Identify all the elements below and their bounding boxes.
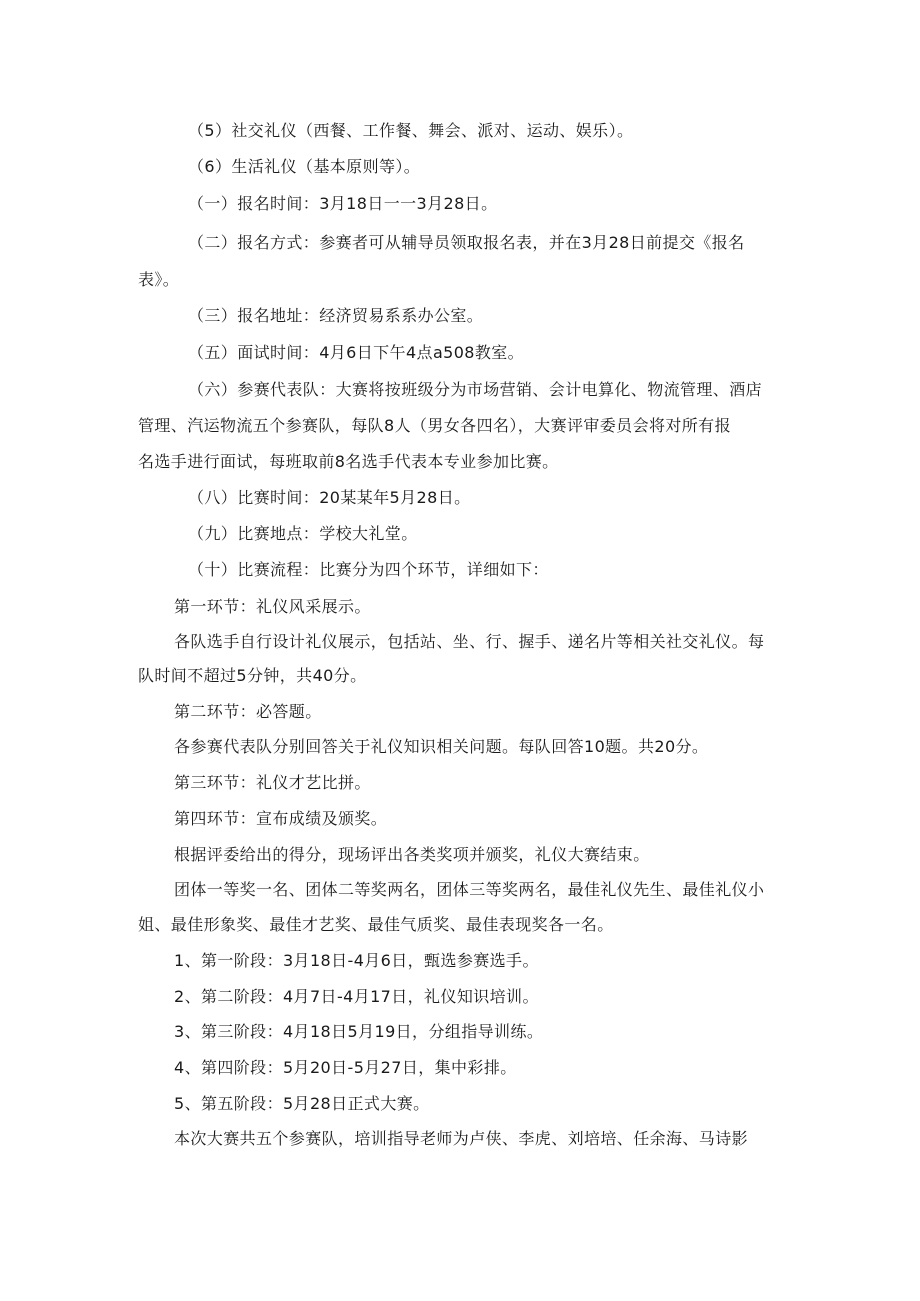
- text-line: 队时间不超过5分钟，共40分。: [138, 666, 367, 685]
- text-line: （五）面试时间：4月6日下午4点a508教室。: [188, 343, 525, 362]
- text-line: 2、第二阶段：4月7日-4月17日，礼仪知识培训。: [174, 987, 539, 1006]
- text-line: （九）比赛地点：学校大礼堂。: [188, 524, 418, 543]
- text-line: （二）报名方式：参赛者可从辅导员领取报名表，并在3月28日前提交《报名: [188, 233, 745, 252]
- text-line: 第一环节：礼仪风采展示。: [174, 597, 371, 616]
- text-line: （一）报名时间：3月18日一一3月28日。: [188, 194, 498, 213]
- text-line: 第四环节：宣布成绩及颁奖。: [174, 809, 388, 828]
- text-line: 第三环节：礼仪才艺比拼。: [174, 773, 371, 792]
- text-line: 管理、汽运物流五个参赛队，每队8人（男女各四名），大赛评审委员会将对所有报: [138, 416, 731, 435]
- text-line: （十）比赛流程：比赛分为四个环节，详细如下：: [188, 560, 549, 579]
- text-line: 根据评委给出的得分，现场评出各类奖项并颁奖，礼仪大赛结束。: [174, 845, 650, 864]
- text-line: 姐、最佳形象奖、最佳才艺奖、最佳气质奖、最佳表现奖各一名。: [138, 915, 614, 934]
- text-line: （5）社交礼仪（西餐、工作餐、舞会、派对、运动、娱乐）。: [188, 121, 634, 140]
- text-line: 第二环节：必答题。: [174, 702, 322, 721]
- text-line: 3、第三阶段：4月18日5月19日，分组指导训练。: [174, 1022, 544, 1041]
- text-line: 表》。: [138, 270, 180, 289]
- text-line: 4、第四阶段：5月20日-5月27日，集中彩排。: [174, 1058, 517, 1077]
- text-line: （三）报名地址：经济贸易系系办公室。: [188, 306, 484, 325]
- text-line: 团体一等奖一名、团体二等奖两名，团体三等奖两名，最佳礼仪先生、最佳礼仪小: [174, 880, 765, 899]
- text-line: 名选手进行面试，每班取前8名选手代表本专业参加比赛。: [138, 452, 559, 471]
- text-line: （6）生活礼仪（基本原则等）。: [188, 157, 421, 176]
- text-line: 5、第五阶段：5月28日正式大赛。: [174, 1094, 430, 1113]
- text-line: （六）参赛代表队：大赛将按班级分为市场营销、会计电算化、物流管理、酒店: [188, 380, 763, 399]
- text-line: 本次大赛共五个参赛队，培训指导老师为卢侠、李虎、刘培培、任余海、马诗影: [174, 1129, 749, 1148]
- text-line: （八）比赛时间：20某某年5月28日。: [188, 488, 471, 507]
- text-line: 1、第一阶段：3月18日-4月6日，甄选参赛选手。: [174, 951, 539, 970]
- text-line: 各队选手自行设计礼仪展示，包括站、坐、行、握手、递名片等相关社交礼仪。每: [174, 632, 765, 651]
- text-line: 各参赛代表队分别回答关于礼仪知识相关问题。每队回答10题。共20分。: [174, 737, 709, 756]
